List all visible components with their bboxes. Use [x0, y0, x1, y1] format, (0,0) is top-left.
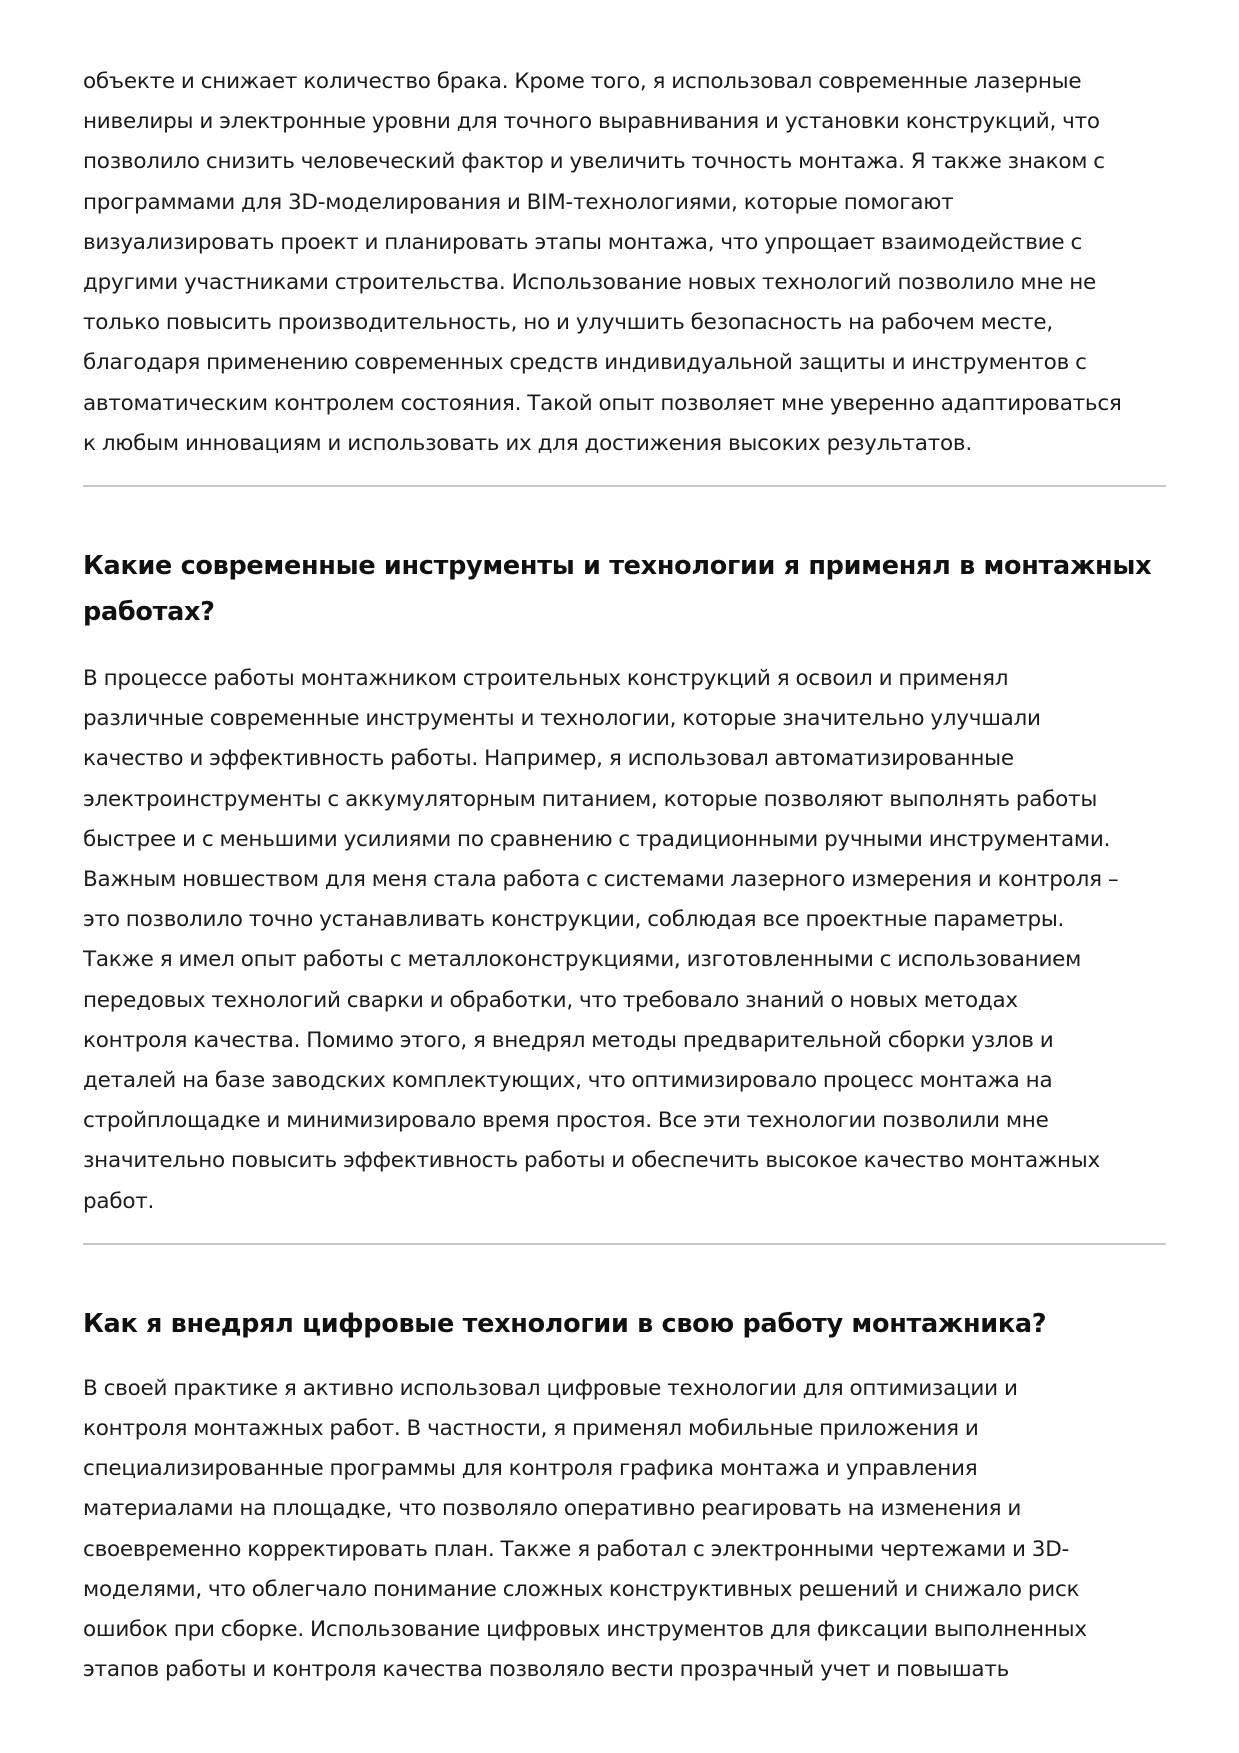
paragraph-line: деталей на базе заводских комплектующих, что оптимизировало процесс монтажа на — [83, 1068, 1053, 1094]
paragraph-line: позволило снизить человеческий фактор и увеличить точность монтажа. Я также знаком с — [83, 149, 1105, 175]
paragraph-line: различные современные инструменты и технологии, которые значительно улучшали — [83, 706, 1041, 732]
paragraph-line: нивелиры и электронные уровни для точного выравнивания и установки конструкций, что — [83, 109, 1100, 135]
document-page — [83, 62, 1166, 1691]
section-paragraph-digital — [83, 1369, 1166, 1691]
paragraph-line: своевременно корректировать план. Также я работал с электронными чертежами и 3D- — [83, 1536, 1070, 1562]
paragraph-line: это позволило точно устанавливать конструкции, соблюдая все проектные параметры. — [83, 907, 1065, 933]
paragraph-line: Также я имел опыт работы с металлоконструкциями, изготовленными с использованием — [83, 947, 1082, 973]
section-divider — [83, 1243, 1166, 1245]
paragraph-line: моделями, что облегчало понимание сложных конструктивных решений и снижало риск — [83, 1576, 1080, 1602]
paragraph-line: только повысить производительность, но и улучшить безопасность на рабочем месте, — [83, 310, 1053, 336]
paragraph-line: программами для 3D-моделирования и BIM-технологиями, которые помогают — [83, 189, 954, 215]
paragraph-line: значительно повысить эффективность работы и обеспечить высокое качество монтажных — [83, 1148, 1100, 1174]
paragraph-line: Важным новшеством для меня стала работа с системами лазерного измерения и контроля – — [83, 867, 1119, 893]
paragraph-line: специализированные программы для контроля графика монтажа и управления — [83, 1456, 978, 1482]
section-heading-tools — [83, 543, 1166, 635]
paragraph-line: этапов работы и контроля качества позволяло вести прозрачный учет и повышать — [83, 1657, 1010, 1683]
paragraph-line: В процессе работы монтажником строительных конструкций я освоил и применял — [83, 666, 1009, 692]
paragraph-line: благодаря применению современных средств индивидуальной защиты и инструментов с — [83, 350, 1087, 376]
paragraph-line: В своей практике я активно использовал цифровые технологии для оптимизации и — [83, 1375, 1018, 1401]
paragraph-line: ошибок при сборке. Использование цифровых инструментов для фиксации выполненных — [83, 1617, 1087, 1643]
paragraph-line: к любым инновациям и использовать их для достижения высоких результатов. — [83, 430, 972, 456]
heading-line: работах? — [83, 597, 215, 628]
section-heading-digital — [83, 1301, 1166, 1347]
paragraph-line: визуализировать проект и планировать этапы монтажа, что упрощает взаимодействие с — [83, 229, 1083, 255]
paragraph-line: электроинструменты с аккумуляторным питанием, которые позволяют выполнять работы — [83, 786, 1098, 812]
paragraph-line: контроля монтажных работ. В частности, я применял мобильные приложения и — [83, 1416, 979, 1442]
heading-line: Как я внедрял цифровые технологии в свою работу монтажника? — [83, 1308, 1047, 1339]
paragraph-line: материалами на площадке, что позволяло оперативно реагировать на изменения и — [83, 1496, 1022, 1522]
paragraph-line: контроля качества. Помимо этого, я внедрял методы предварительной сборки узлов и — [83, 1027, 1054, 1053]
paragraph-line: быстрее и с меньшими усилиями по сравнению с традиционными ручными инструментами. — [83, 826, 1111, 852]
paragraph-line: передовых технологий сварки и обработки, что требовало знаний о новых методах — [83, 987, 1018, 1013]
section-divider — [83, 485, 1166, 487]
paragraph-line: работ. — [83, 1188, 155, 1214]
section-paragraph-tools — [83, 659, 1166, 1222]
intro-paragraph — [83, 62, 1166, 464]
paragraph-line: объекте и снижает количество брака. Кроме того, я использовал современные лазерные — [83, 69, 1082, 94]
paragraph-line: стройплощадке и минимизировало время простоя. Все эти технологии позволили мне — [83, 1108, 1049, 1134]
heading-line: Какие современные инструменты и технологии я применял в монтажных — [83, 551, 1152, 582]
paragraph-line: автоматическим контролем состояния. Такой опыт позволяет мне уверенно адаптироваться — [83, 390, 1122, 416]
paragraph-line: качество и эффективность работы. Например, я использовал автоматизированные — [83, 746, 1014, 772]
paragraph-line: другими участниками строительства. Использование новых технологий позволило мне не — [83, 270, 1097, 296]
